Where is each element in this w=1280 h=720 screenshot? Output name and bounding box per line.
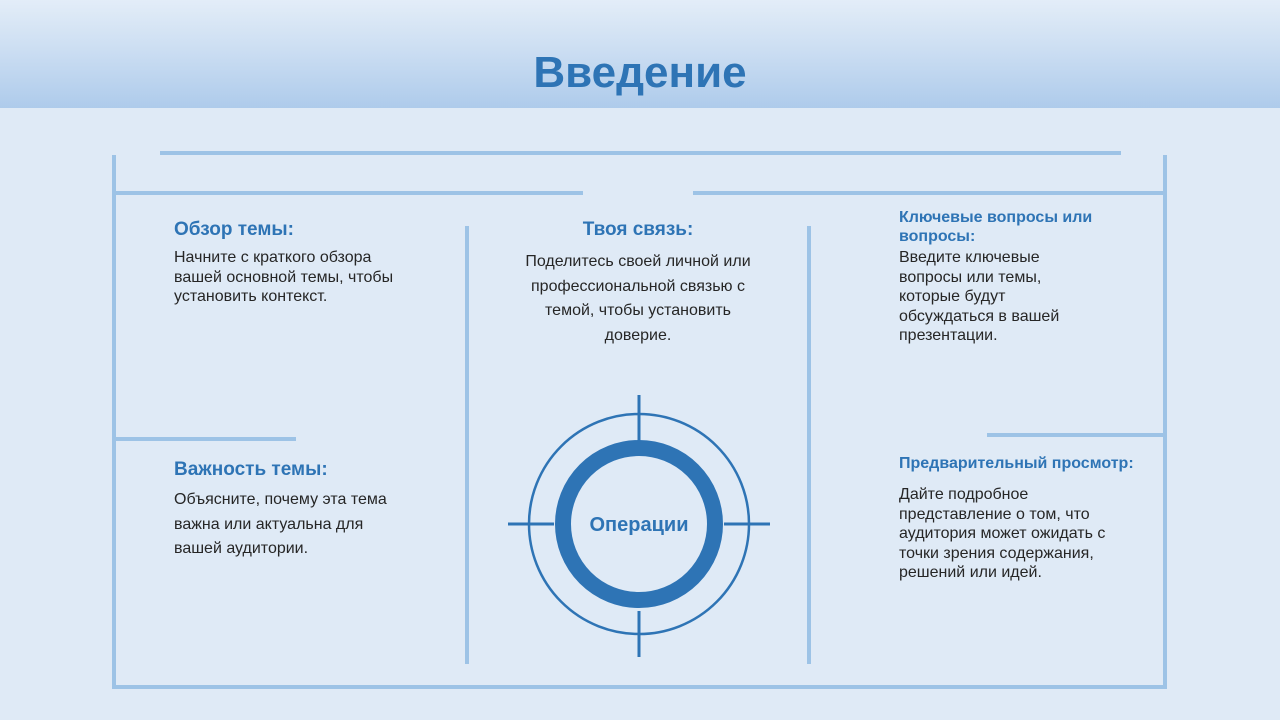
- column-divider-left: [465, 226, 469, 664]
- key-questions-heading: Ключевые вопросы или вопросы:: [899, 209, 1093, 245]
- connection-text: Поделитесь своей личной или профессиональной связью с темой, чтобы установить доверие.: [525, 253, 751, 344]
- overview-text: Начните с краткого обзора вашей основной темы, чтобы установить контекст.: [174, 249, 394, 305]
- preview-text: Дайте подробное представление о том, что аудитория может ожидать с точки зрения содержания, решений или идей.: [899, 486, 1106, 581]
- frame-line-left: [112, 155, 116, 689]
- slide-title: Введение: [533, 48, 747, 97]
- frame-line-second-right: [693, 191, 1167, 195]
- column-divider-right: [807, 226, 811, 664]
- preview-heading: Предварительный просмотр:: [899, 455, 1134, 472]
- importance-heading: Важность темы:: [174, 459, 328, 480]
- overview-heading: Обзор темы:: [174, 219, 294, 240]
- frame-line-bottom: [112, 685, 1167, 689]
- frame-line-second-left: [115, 191, 583, 195]
- divider-right-section: [987, 433, 1167, 437]
- connection-heading: Твоя связь:: [582, 219, 694, 240]
- operations-label: Операции: [589, 514, 689, 536]
- frame-line-right: [1163, 155, 1167, 689]
- importance-text: Объясните, почему эта тема важна или актуальна для вашей аудитории.: [174, 491, 387, 557]
- key-questions-text: Введите ключевые вопросы или темы, которые будут обсуждаться в вашей презентации.: [899, 249, 1060, 344]
- divider-left-section: [115, 437, 296, 441]
- frame-line-top: [160, 151, 1121, 155]
